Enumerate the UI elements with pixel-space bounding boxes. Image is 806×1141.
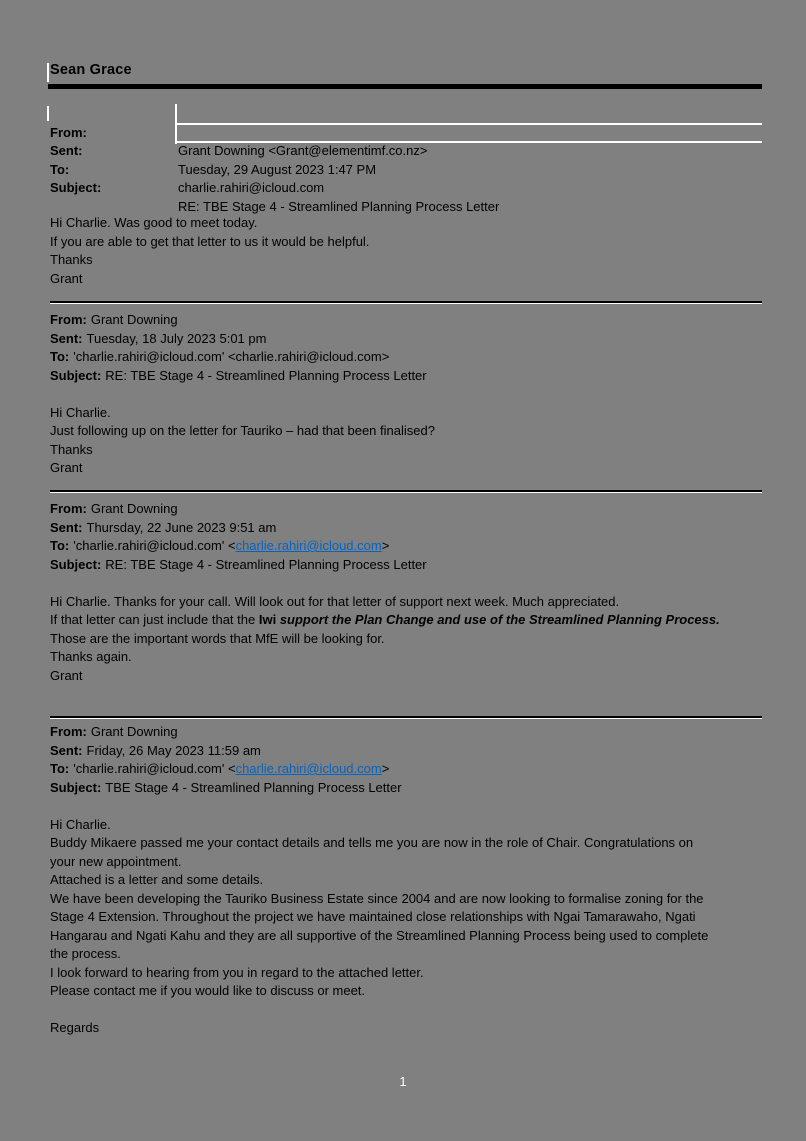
email1-body [50, 214, 762, 288]
header-row-to [50, 348, 762, 367]
blank-line [50, 797, 762, 816]
email4 [50, 723, 762, 1038]
to-label: To: [50, 761, 70, 776]
body-line: Stage 4 Extension. Throughout the project we have maintained close relationships with Ngai Tamarawaho, Ngati [50, 909, 696, 924]
body-line [50, 611, 762, 630]
body-line: Grant [50, 667, 83, 683]
from-label: From: [50, 724, 87, 739]
to-suffix: > [381, 538, 390, 553]
to-label: To: [50, 538, 70, 553]
blank-line [50, 385, 762, 404]
email-separator [50, 716, 762, 719]
body-line: your new appointment. [50, 853, 182, 869]
body-line: I look forward to hearing from you in regard to the attached letter. [50, 964, 424, 980]
body-text: If that letter can just include that the [50, 612, 259, 627]
subject-value: TBE Stage 4 - Streamlined Planning Process Letter [105, 779, 402, 795]
header-row-sent [50, 330, 762, 349]
body-line: Attached is a letter and some details. [50, 872, 264, 887]
subject-label: Subject: [50, 779, 102, 795]
from-label: From: [50, 501, 87, 516]
header-row-from [50, 500, 762, 519]
email-address-link[interactable]: charlie.rahiri@icloud.com [235, 538, 382, 553]
sent-value: Tuesday, 29 August 2023 1:47 PM [178, 161, 377, 177]
sent-label: Sent: [50, 143, 83, 158]
sent-value: Friday, 26 May 2023 11:59 am [86, 742, 261, 758]
from-label: From: [50, 312, 87, 327]
header-row-subject [50, 367, 762, 386]
body-line: If you are able to get that letter to us it would be helpful. [50, 233, 370, 249]
body-text-bold: Iwi [258, 612, 280, 627]
body-line: Hi Charlie. [50, 816, 111, 832]
subject-value: RE: TBE Stage 4 - Streamlined Planning Process Letter [178, 198, 500, 214]
body-line: Buddy Mikaere passed me your contact details and tells me you are now in the role of Chair. Congratulations on [50, 835, 694, 850]
subject-label: Subject: [50, 180, 102, 195]
page-number: 1 [399, 1074, 407, 1089]
to-suffix: > [381, 761, 390, 776]
sent-value: Tuesday, 18 July 2023 5:01 pm [86, 330, 267, 346]
to-label: To: [50, 161, 70, 177]
body-line: Thanks [50, 441, 93, 457]
sent-label: Sent: [50, 519, 83, 535]
to-value: 'charlie.rahiri@icloud.com' <charlie.rahiri@icloud.com> [73, 349, 390, 364]
body-line: Just following up on the letter for Tauriko – had that been finalised? [50, 423, 435, 438]
body-line: Hi Charlie. Was good to meet today. [50, 215, 258, 230]
header-row-from [50, 311, 762, 330]
sent-value: Thursday, 22 June 2023 9:51 am [86, 519, 277, 535]
header-row-from [50, 723, 762, 742]
to-prefix: 'charlie.rahiri@icloud.com' < [73, 761, 236, 776]
body-line: the process. [50, 946, 121, 961]
body-line: Thanks again. [50, 649, 132, 664]
body-line: Those are the important words that MfE will be looking for. [50, 630, 385, 646]
body-line: Grant [50, 270, 83, 286]
email-address-link[interactable]: charlie.rahiri@icloud.com [235, 761, 382, 776]
subject-label: Subject: [50, 367, 102, 383]
body-closing: Regards [50, 1020, 100, 1035]
to-prefix: 'charlie.rahiri@icloud.com' < [73, 538, 236, 553]
from-value: Grant Downing <Grant@elementimf.co.nz> [178, 143, 428, 158]
email-separator [50, 490, 762, 493]
header-row-subject [50, 779, 762, 798]
subject-label: Subject: [50, 556, 102, 572]
header-row-to [50, 537, 762, 556]
from-value: Grant Downing [90, 312, 178, 327]
body-line: Hi Charlie. [50, 404, 111, 420]
blank-line [50, 574, 762, 593]
header-row-sent [50, 519, 762, 538]
page-owner-name: Sean Grace [50, 62, 132, 78]
body-line: Grant [50, 460, 83, 475]
header-rule [48, 84, 762, 89]
blank-line [50, 1001, 762, 1020]
from-value: Grant Downing [90, 501, 178, 516]
body-line: Thanks [50, 252, 93, 267]
caret-mark [47, 63, 49, 82]
body-line: Please contact me if you would like to discuss or meet. [50, 983, 366, 998]
to-label: To: [50, 349, 70, 364]
from-value: Grant Downing [90, 724, 178, 739]
caret-mark [47, 106, 49, 121]
sent-label: Sent: [50, 330, 83, 346]
email-separator [50, 301, 762, 304]
header-row-sent [50, 742, 762, 761]
from-label: From: [50, 124, 87, 140]
sent-label: Sent: [50, 742, 83, 758]
subject-value: RE: TBE Stage 4 - Streamlined Planning Process Letter [105, 556, 427, 572]
body-line: We have been developing the Tauriko Business Estate since 2004 and are now looking to formalise zoning for the [50, 890, 704, 906]
body-text-bold-italic: support the Plan Change and use of the Streamlined Planning Process. [279, 612, 720, 627]
email2 [50, 311, 762, 478]
body-line: Hangarau and Ngati Kahu and they are all supportive of the Streamlined Planning Process being used to complete [50, 927, 709, 943]
subject-value: RE: TBE Stage 4 - Streamlined Planning Process Letter [105, 367, 427, 383]
page-content [50, 0, 762, 1141]
header-row-subject [50, 556, 762, 575]
header-row-to [50, 760, 762, 779]
body-line: Hi Charlie. Thanks for your call. Will look out for that letter of support next week. Much appreciated. [50, 593, 620, 609]
to-value: charlie.rahiri@icloud.com [178, 180, 325, 195]
email3 [50, 500, 762, 685]
